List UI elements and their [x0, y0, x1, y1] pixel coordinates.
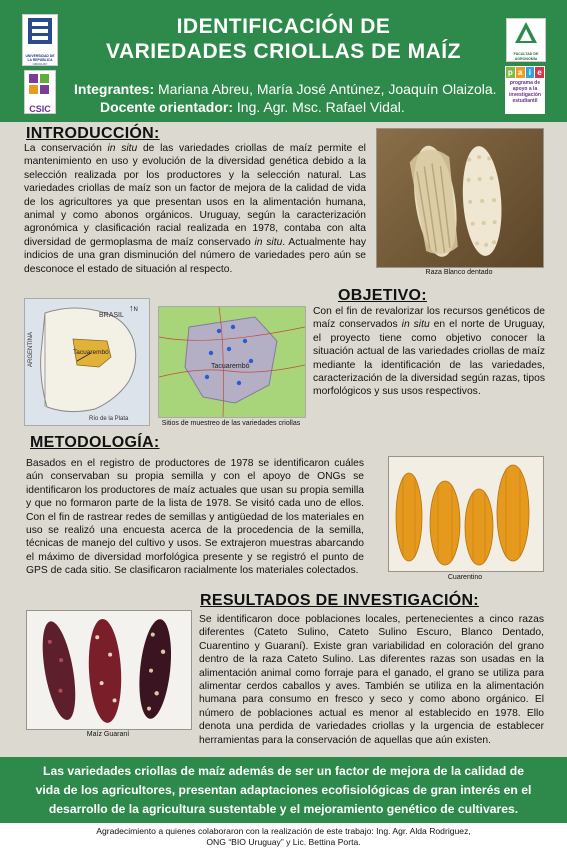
acknowledgement-line2: ONG “BIO Uruguay” y Lic. Bettina Porta. — [206, 837, 361, 847]
guarani-corn-illustration — [27, 611, 191, 729]
north-label: N — [133, 307, 138, 313]
paie-letters — [505, 66, 545, 79]
authors-block — [74, 80, 504, 116]
paie-logo-text: programa de apoyo a la investigación estudiantil — [509, 80, 541, 104]
map-label-argentina: ARGENTINA — [28, 331, 34, 367]
guarani-caption: Maíz Guaraní — [86, 731, 130, 738]
csic-emblem-icon — [25, 71, 55, 99]
acknowledgement-line1: Agradecimiento a quienes colaboraron con la realización de este trabajo: Ing. Agr. Alda Rodriguez, — [96, 826, 471, 836]
conclusion-line3: desarrollo de la agricultura sustentable y el mejoramiento genético de cultivares. — [48, 802, 519, 816]
advisor-name: Ing. Agr. Msc. Rafael Vidal. — [236, 99, 405, 115]
poster-title-line1: IDENTIFICACIÓN DE — [176, 15, 391, 38]
north-arrow-icon: ↑N — [129, 303, 138, 313]
sampling-map-label: Tacuarembó — [211, 363, 250, 370]
map-label-brasil: BRASIL — [99, 312, 124, 319]
blanco-dentado-photo — [376, 128, 544, 268]
authors-label: Integrantes: — [74, 81, 155, 97]
fagro-logo — [506, 18, 546, 62]
udelar-logo-text: UNIVERSIDAD DE LA REPÚBLICA — [25, 54, 55, 62]
udelar-logo-subtext: URUGUAY — [32, 62, 48, 66]
map-label-tacuarembo: Tacuarembó — [73, 349, 109, 356]
udelar-logo — [22, 14, 58, 66]
uruguay-map — [24, 298, 150, 426]
fagro-leaf-icon — [507, 19, 545, 47]
paie-letter: i — [526, 67, 535, 78]
metodologia-heading: METODOLOGÍA: — [30, 434, 160, 451]
objetivo-text-italic: in situ — [401, 319, 430, 331]
fagro-logo-text: FACULTAD DE AGRONOMÍA — [513, 52, 539, 61]
csic-logo — [24, 70, 56, 114]
yellow-corn-illustration — [389, 457, 543, 571]
intro-text-italic: in situ — [107, 143, 138, 154]
advisor-label: Docente orientador: — [100, 99, 234, 115]
resultados-text: Se identificaron doce poblaciones locales, pertenecientes a cinco razas diferentes (Cateto Sulino, Cateto Sulino Escuro, Blanco Dentado, Cuarentino y Guaraní). Existe gran variabilidad en coloración del grano dentro de la raza Cateto Sulino. Las diferentes razas son usadas en la alimentación animal como forraje para el ganado, el grano se utiliza para alimentar cerdos caballos y aves. También se utiliza en la alimentación humana para consumo en fresco y seco y como abono orgánico. El número de poblaciones actual es menor al establecido en 1978. Ello denota una perdida de variedades criollas y la urgencia de establecer herramientas para la conservación de aquellas que aún existen. — [199, 614, 544, 746]
sampling-sites-drawing — [159, 307, 305, 417]
acknowledgement — [0, 823, 567, 850]
intro-text-part: La conservación — [24, 143, 108, 154]
intro-text-italic: in situ — [254, 236, 283, 248]
objetivo-text-part: en el norte de Uruguay, el proyecto tiene como objetivo conocer la situación actual de las variedades criollas de maíz mediante la identificación de las variedades, caracterización de la diversidad según razas, tipos morfológicos y sus usos respectivos. — [313, 319, 545, 398]
poster-title-line2: VARIEDADES CRIOLLAS DE MAÍZ — [106, 40, 461, 63]
objetivo-text-part: Con el fin de revalorizar los recursos genéticos de maíz conservados — [313, 306, 545, 331]
poster-title — [100, 14, 467, 64]
udelar-emblem-icon — [23, 15, 57, 49]
metodologia-text: Basados en el registro de productores de 1978 se identificaron cuáles aún conservaban su propia semilla y con el apoyo de ONGs se identificaron los productores de maíz actuales que usan su propia semilla y que no formaron parte de la lista de 1978. Se visitó cada uno de ellos. Con el fin de rastrear redes de semillas y antigüedad de los materiales en uso se realizó una encuesta acerca de la procedencia de la semilla, técnicas de manejo del cultivo y usos. Se extrajeron muestras abarcando el máximo de diversidad morfológica presente y se registró el punto de GPS de cada sitio. Se clasificaron racialmente los materiales colectados. — [26, 458, 364, 577]
conclusion-line1: Las variedades criollas de maíz además de ser un factor de mejora de la calidad de — [43, 764, 524, 778]
conclusion-banner — [0, 757, 567, 823]
cuarentino-photo — [388, 456, 544, 572]
guarani-photo — [26, 610, 192, 730]
objetivo-heading: OBJETIVO: — [338, 287, 427, 304]
intro-text — [24, 142, 366, 276]
paie-logo — [505, 66, 545, 114]
cuarentino-caption: Cuarentino — [447, 574, 483, 581]
map-label-rio: Río de la Plata — [89, 416, 129, 422]
intro-heading: INTRODUCCIÓN: — [26, 125, 160, 142]
csic-logo-text: CSIC — [29, 104, 51, 114]
sampling-map-caption: Sitios de muestreo de las variedades criollas — [161, 420, 301, 427]
blanco-dentado-caption: Raza Blanco dentado — [425, 269, 493, 276]
paie-letter: e — [535, 67, 544, 78]
resultados-heading: RESULTADOS DE INVESTIGACIÓN: — [200, 592, 479, 609]
objetivo-text — [313, 305, 545, 399]
paie-letter: a — [516, 67, 525, 78]
conclusion-line2: vida de los agricultores, presentan adaptaciones ecofisiológicas de gran interés en el — [35, 783, 532, 797]
white-corn-illustration — [377, 129, 543, 267]
sampling-sites-map — [158, 306, 306, 418]
intro-text-part: de las variedades criollas de maíz permite el mantenimiento en uso y evolución de la diversidad genética debido a la selección realizada por los productores y la selección natural. Las variedades criollas de maíz son un factor de mejora de la calidad de vida de los agricultores ya que presentan usos en la alimentación humana, animal y como abonos orgánicos. Uruguay, según la caracterización agronómica y clasificación racial realizada en 1978, contaba con alta diversidad de germoplasma de maíz conservado — [24, 143, 366, 248]
intro-text-part: . Actualmente hay indicios de una gran disminución del número de variedades pero aún se desconoce el estado de situación al respecto. — [24, 236, 366, 275]
uruguay-map-drawing — [25, 299, 149, 425]
authors-names: Mariana Abreu, María José Antúnez, Joaquín Olaizola. — [158, 81, 497, 97]
paie-letter: p — [507, 68, 513, 77]
